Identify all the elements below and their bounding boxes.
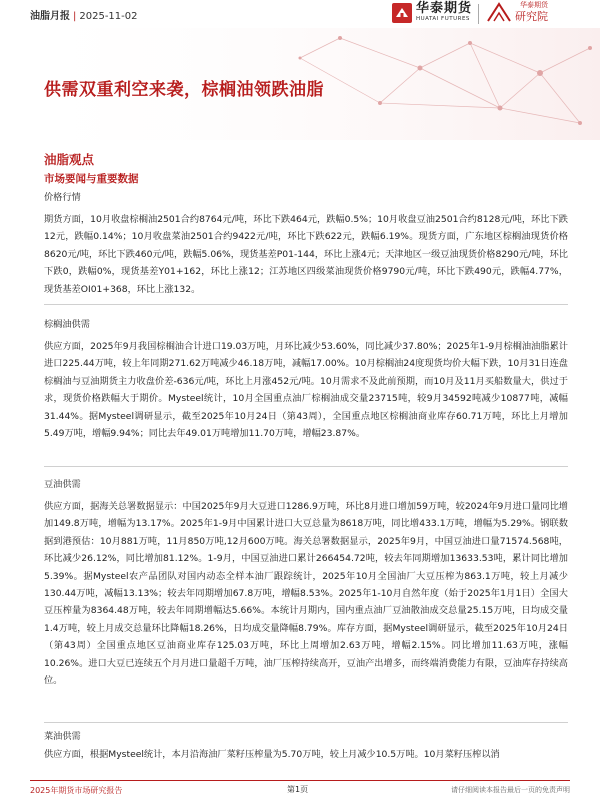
- institute-logo: [486, 1, 548, 24]
- soybean-oil-block: [44, 478, 568, 689]
- huatai-logo: [392, 2, 472, 23]
- divider: [44, 304, 568, 305]
- block-label: 菜油供需: [44, 731, 81, 742]
- page-number: 第1页: [287, 785, 309, 794]
- disclaimer-note: 请仔细阅读本报告最后一页的免责声明: [451, 786, 570, 794]
- page-title: 供需双重利空来袭，棕榈油领跌油脂: [44, 80, 324, 100]
- block-paragraph: 供应方面，根据Mysteel统计，本月沿海油厂菜籽压榨量为5.70万吨，较上月减少10.5万吨。10月菜籽压榨以消: [44, 749, 500, 760]
- section-subheading: 市场要闻与重要数据: [44, 173, 139, 185]
- huatai-logo-icon: [392, 3, 412, 23]
- brand-name: 华泰期货: [416, 1, 473, 16]
- block-label: 价格行情: [44, 192, 81, 203]
- block-label: 豆油供需: [44, 479, 81, 490]
- institute-brand: 华泰期货: [520, 1, 548, 9]
- price-block: [44, 191, 568, 298]
- report-type: 油脂月报: [30, 11, 70, 22]
- palm-oil-block: [44, 318, 568, 442]
- block-paragraph: 期货方面，10月收盘棕榈油2501合约8764元/吨，环比下跌464元，跌幅0.5%；10月收盘豆油2501合约8128元/吨，环比下跌12元，跌幅0.14%；10月收盘菜油2501合约9422元/吨，环比下跌622元，跌幅6.19%。现货方面，广东地区棕榈油现货价格8620元/吨，环比下跌460元/吨，跌幅5.06%，现货基差P01-144，环比上涨4元；天津地区一级豆油现货价格8290元/吨，环比下跌0，跌幅0%，现货基差Y01+162，环比上涨12；江苏地区四级菜油现货价格9790元/吨，环比下跌490元，跌幅4.77%，现货基差OI01+368，环比上涨132。: [44, 214, 568, 295]
- block-paragraph: 供应方面，据海关总署数据显示：中国2025年9月大豆进口1286.9万吨，环比8月进口增加59万吨，较2024年9月进口量同比增加149.8万吨，增幅为13.17%。2025年1-9月中国累计进口大豆总量为8618万吨，同比增433.1万吨，增幅为5.29%。钢联数据到港预估：10月881万吨，11月850万吨,12月600万吨。海关总署数据显示，2025年9月，中国豆油进口量71574.568吨，环比减少26.12%，同比增加81.12%。1-9月，中国豆油进口累计266454.72吨，较去年同期增加13633.53吨，累计同比增加5.39%。据Mysteel农产品团队对国内动态全样本油厂跟踪统计，2025年10月全国油厂大豆压榨为863.1万吨，较上月减少130.44万吨，减幅13.13%；较去年同期增加67.8万吨，增幅8.53%。2025年1-10月自然年度（始于2025年1月1日）全国大豆压榨量为8364.48万吨，较去年同期增幅达5.66%。本统计月期内，国内重点油厂豆油散油成交总量25.15万吨，日均成交量1.4万吨，较上月成交总量环比降幅18.26%，日均成交量降幅8.79%。库存方面，据Mysteel调研显示，截至2025年10月24日（第43周）全国重点地区豆油商业库存125.03万吨，环比上周增加2.63万吨，增幅2.15%。同比增加11.63万吨，涨幅10.26%。进口大豆已连续五个月月进口量超千万吨，油厂压榨持续高开，豆油产出增多，而终端消费能力有限，豆油库存持续高位。: [44, 501, 568, 687]
- brand-name-en: HUATAI FUTURES: [416, 16, 470, 22]
- block-label: 棕榈油供需: [44, 319, 90, 330]
- divider: [44, 722, 568, 723]
- divider: [44, 466, 568, 467]
- page-header: [0, 0, 600, 28]
- section-heading: 油脂观点: [44, 152, 95, 167]
- report-meta: [30, 7, 138, 22]
- block-paragraph: 供应方面，2025年9月我国棕榈油合计进口19.03万吨，月环比减少53.60%，同比减少37.80%；2025年1-9月棕榈油油脂累计进口225.44万吨，较上年同期271.62万吨减少46.18万吨，减幅17.00%。10月棕榈油24度现货均价大幅下跌，10月31日连盘棕榈油与豆油期货主力收盘价差-636元/吨，环比上月涨452元/吨。10月需求不及此前预期，而10月及11月买船数量大，供过于求，现货价格跌幅大于期价。Mysteel统计，10月全国重点油厂棕榈油成交量23715吨，较9月34592吨减少10877吨，减幅31.44%。据Mysteel调研显示，截至2025年10月24日（第43周），全国重点地区棕榈油商业库存60.71万吨，环比上月增加5.49万吨，增幅9.94%；同比去年49.01万吨增加11.70万吨，增幅23.87%。: [44, 341, 568, 440]
- report-date: 2025-11-02: [79, 11, 138, 22]
- footer-rule: [30, 780, 570, 781]
- rapeseed-oil-block: [44, 730, 568, 763]
- institute-name: 研究院: [515, 10, 548, 23]
- institute-logo-icon: [486, 1, 512, 23]
- footer-report-name: 2025年期货市场研究报告: [30, 786, 123, 795]
- logo-divider: [478, 4, 479, 24]
- header-separator: |: [73, 11, 77, 22]
